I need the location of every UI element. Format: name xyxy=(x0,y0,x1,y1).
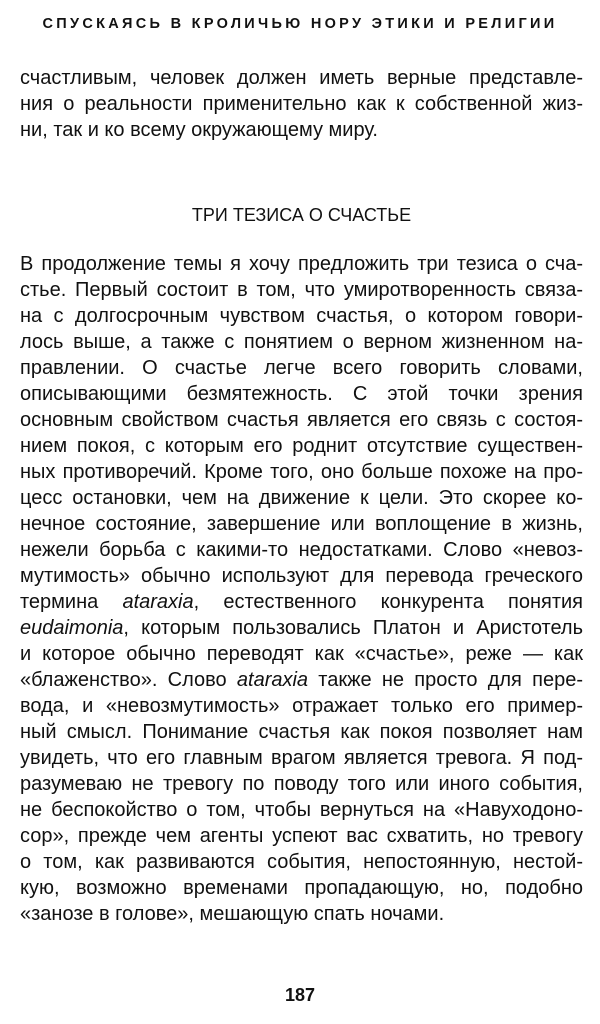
text-segment: на с долгосрочным чувством счастья, о котором говори- xyxy=(20,305,583,327)
text-segment: стье. Первый состоит в том, что умиротворенность связа- xyxy=(20,279,583,301)
text-line xyxy=(20,407,583,433)
text-line xyxy=(20,771,583,797)
italic-term: ataraxia xyxy=(236,669,309,691)
text-segment: вода, и «невозмутимость» отражает только его пример- xyxy=(20,695,583,717)
text-line xyxy=(20,745,583,771)
text-segment: ни, так и ко всему окружающему миру. xyxy=(20,119,378,141)
text-segment: правлении. О счастье легче всего говорить словами, xyxy=(20,357,583,379)
text-segment: основным свойством счастья является его связь с состоя- xyxy=(20,409,583,431)
page-number: 187 xyxy=(284,985,316,1005)
text-line xyxy=(20,303,583,329)
text-line xyxy=(20,901,583,927)
text-segment: ния о реальности применительно как к собственной жиз- xyxy=(20,93,583,115)
text-segment: В продолжение темы я хочу предложить три тезиса о сча- xyxy=(20,253,583,275)
italic-term: eudaimonia xyxy=(20,617,124,639)
text-segment: , которым пользовались Платон и Аристотель xyxy=(123,617,583,639)
text-segment: «занозе в голове», мешающую спать ночами. xyxy=(20,903,445,925)
text-line xyxy=(20,91,583,117)
text-line xyxy=(20,875,583,901)
text-segment: кую, возможно временами пропадающую, но, подобно xyxy=(20,877,583,899)
text-segment: увидеть, что его главным врагом является тревога. Я под- xyxy=(20,747,583,769)
text-line xyxy=(20,381,583,407)
text-segment: и которое обычно переводят как «счастье», реже — как xyxy=(20,643,583,665)
text-line xyxy=(20,667,583,693)
text-segment: цесс остановки, чем на движение к цели. Это скорее ко- xyxy=(20,487,583,509)
text-segment: мутимость» обычно используют для перевода греческого xyxy=(20,565,583,587)
section-heading: ТРИ ТЕЗИСА О СЧАСТЬЕ xyxy=(191,205,412,225)
text-line xyxy=(20,537,583,563)
text-segment: «блаженство». Слово xyxy=(20,669,237,691)
intro-paragraph xyxy=(20,65,583,143)
text-line xyxy=(20,459,583,485)
text-segment: нием покоя, с которым его роднит отсутствие существен- xyxy=(20,435,583,457)
text-segment: нечное состояние, завершение или воплощение в жизнь, xyxy=(20,513,583,535)
text-segment: не беспокойство о том, чтобы вернуться на «Навуходоно- xyxy=(20,799,583,821)
text-segment: ный смысл. Понимание счастья как покоя позволяет нам xyxy=(20,721,583,743)
text-segment: термина xyxy=(20,591,123,613)
running-header: СПУСКАЯСЬ В КРОЛИЧЬЮ НОРУ ЭТИКИ И РЕЛИГИИ xyxy=(42,16,558,32)
text-segment: ных противоречий. Кроме того, оно больше похоже на про- xyxy=(20,461,583,483)
text-segment: о том, как развиваются события, непостоянную, нестой- xyxy=(20,851,583,873)
text-line xyxy=(20,563,583,589)
text-line xyxy=(20,823,583,849)
text-line xyxy=(20,719,583,745)
text-line xyxy=(20,511,583,537)
text-line xyxy=(20,65,583,91)
text-segment: разумеваю не тревогу по поводу того или иного события, xyxy=(20,773,583,795)
text-segment: сор», прежде чем агенты успеют вас схватить, но тревогу xyxy=(20,825,583,847)
text-line xyxy=(20,797,583,823)
text-line xyxy=(20,329,583,355)
text-segment: описывающими безмятежность. С этой точки зрения xyxy=(20,383,583,405)
text-line xyxy=(20,433,583,459)
text-line xyxy=(20,615,583,641)
text-line xyxy=(20,251,583,277)
text-segment: счастливым, человек должен иметь верные представле- xyxy=(20,67,583,89)
text-segment: нежели борьба с какими-то недостатками. Слово «невоз- xyxy=(20,539,583,561)
italic-term: ataraxia xyxy=(122,591,194,613)
text-line xyxy=(20,849,583,875)
body-paragraph xyxy=(20,251,583,927)
text-line xyxy=(20,117,583,143)
text-line xyxy=(20,693,583,719)
text-line xyxy=(20,641,583,667)
text-line xyxy=(20,485,583,511)
text-line xyxy=(20,277,583,303)
text-line xyxy=(20,355,583,381)
text-line xyxy=(20,589,583,615)
text-segment: лось выше, а также с понятием о верном жизненном на- xyxy=(20,331,583,353)
text-segment: , естественного конкурента понятия xyxy=(193,591,583,613)
text-segment: также не просто для пере- xyxy=(308,669,583,691)
